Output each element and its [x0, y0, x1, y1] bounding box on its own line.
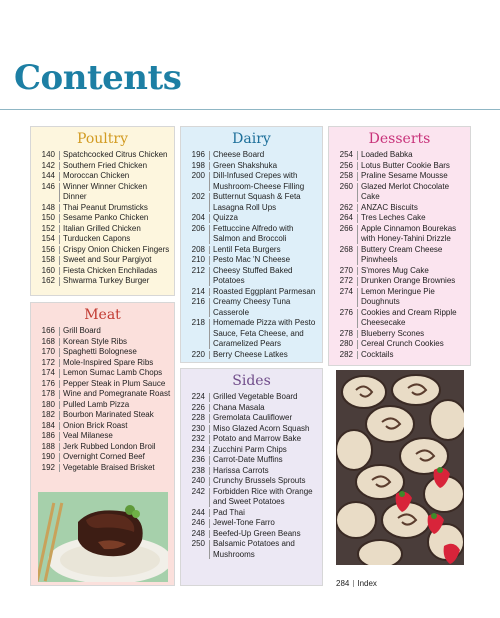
toc-page-number: 220 [191, 349, 205, 359]
toc-recipe-name: Forbidden Rice with Orange and Sweet Potatoes [213, 486, 313, 506]
brisket-photo [38, 492, 168, 582]
toc-recipe-name: Fiesta Chicken Enchiladas [63, 265, 158, 275]
section-heading-meat: Meat [84, 307, 121, 323]
toc-page-number: 156 [41, 244, 55, 254]
index-page-number: 284 [336, 579, 350, 588]
toc-page-number: 244 [191, 507, 205, 517]
toc-list-sides [181, 392, 322, 560]
toc-entry [329, 266, 470, 277]
toc-page-number: 236 [191, 455, 205, 464]
toc-entry [31, 234, 174, 245]
toc-entry [31, 431, 174, 442]
toc-recipe-name: Moroccan Chicken [63, 171, 130, 180]
toc-entry [181, 318, 322, 350]
toc-entry [329, 308, 470, 329]
toc-recipe-name: Praline Sesame Mousse [361, 171, 448, 180]
separator [59, 390, 60, 399]
separator [59, 327, 60, 336]
toc-entry [181, 508, 322, 519]
toc-page-number: 230 [191, 423, 205, 433]
toc-recipe-name: Roasted Eggplant Parmesan [213, 286, 316, 296]
toc-page-number: 166 [41, 326, 55, 335]
toc-entry [181, 434, 322, 445]
separator [209, 267, 210, 286]
index-label: Index [357, 579, 377, 588]
toc-entry [181, 466, 322, 477]
separator [357, 246, 358, 265]
toc-page-number: 178 [41, 389, 55, 398]
toc-page-number: 140 [41, 150, 55, 159]
toc-entry [181, 424, 322, 435]
dairy-section [180, 126, 323, 363]
separator [59, 422, 60, 431]
toc-recipe-name: Turducken Capons [63, 234, 131, 243]
toc-recipe-name: Pad Thai [213, 507, 245, 517]
toc-page-number: 258 [339, 171, 353, 180]
toc-recipe-name: Sweet and Sour Pargiyot [63, 255, 152, 264]
toc-entry [31, 245, 174, 256]
toc-recipe-name: Vegetable Braised Brisket [63, 462, 155, 472]
toc-page-number: 218 [191, 318, 205, 327]
toc-recipe-name: Mole-Inspired Spare Ribs [63, 357, 154, 367]
toc-recipe-name: Drunken Orange Brownies [361, 276, 456, 285]
toc-page-number: 264 [339, 213, 353, 222]
separator [357, 351, 358, 360]
toc-entry [181, 287, 322, 298]
toc-entry [31, 224, 174, 235]
toc-recipe-name: Carrot-Date Muffins [213, 455, 283, 464]
separator [59, 277, 60, 286]
toc-page-number: 196 [191, 150, 205, 159]
separator [209, 488, 210, 507]
separator [209, 456, 210, 465]
separator [357, 162, 358, 171]
separator [59, 432, 60, 441]
toc-recipe-name: Lentil Feta Burgers [213, 244, 281, 254]
separator [357, 340, 358, 349]
toc-page-number: 250 [191, 539, 205, 548]
separator [353, 580, 354, 587]
separator [59, 183, 60, 202]
toc-entry [181, 476, 322, 487]
toc-page-number: 242 [191, 486, 205, 496]
toc-recipe-name: Balsamic Potatoes and Mushrooms [213, 539, 295, 559]
separator [209, 246, 210, 255]
toc-entry [329, 339, 470, 350]
toc-entry [31, 266, 174, 277]
toc-page-number: 262 [339, 202, 353, 212]
toc-recipe-name: Jewel-Tone Farro [213, 518, 275, 527]
separator [59, 464, 60, 473]
toc-entry [329, 171, 470, 182]
toc-recipe-name: Spaghetti Bolognese [63, 347, 137, 356]
separator [357, 151, 358, 160]
separator [357, 309, 358, 328]
toc-entry [31, 463, 174, 474]
toc-page-number: 184 [41, 420, 55, 430]
toc-entry [31, 347, 174, 358]
toc-recipe-name: Wine and Pomegranate Roast [63, 389, 171, 398]
separator [59, 151, 60, 160]
poultry-section [30, 126, 175, 296]
toc-recipe-name: Chana Masala [213, 402, 265, 412]
separator [209, 519, 210, 528]
toc-page-number: 208 [191, 244, 205, 254]
toc-entry [31, 368, 174, 379]
toc-entry [31, 255, 174, 266]
toc-page-number: 226 [191, 402, 205, 412]
toc-entry [181, 529, 322, 540]
toc-entry [181, 539, 322, 560]
separator [209, 319, 210, 349]
toc-entry [181, 213, 322, 224]
toc-page-number: 270 [339, 265, 353, 275]
toc-recipe-name: Loaded Babka [361, 150, 413, 159]
separator [209, 446, 210, 455]
toc-page-number: 190 [41, 452, 55, 461]
toc-entry [31, 203, 174, 214]
toc-entry [329, 287, 470, 308]
toc-recipe-name: Gremolata Cauliflower [213, 413, 293, 422]
separator [209, 214, 210, 223]
toc-recipe-name: Cookies and Cream Ripple Cheesecake [361, 307, 457, 327]
separator [209, 193, 210, 212]
separator [59, 204, 60, 213]
toc-entry [181, 255, 322, 266]
toc-page-number: 280 [339, 339, 353, 348]
section-heading-dairy: Dairy [232, 131, 271, 147]
toc-page-number: 206 [191, 223, 205, 233]
toc-page-number: 192 [41, 462, 55, 472]
toc-recipe-name: Butternut Squash & Feta Lasagna Roll Ups [213, 192, 301, 212]
toc-entry [329, 224, 470, 245]
separator [209, 477, 210, 486]
toc-entry [181, 518, 322, 529]
toc-page-number: 238 [191, 465, 205, 475]
toc-entry [181, 445, 322, 456]
separator [357, 214, 358, 223]
sides-section [180, 368, 323, 586]
separator [209, 530, 210, 539]
separator [59, 256, 60, 265]
toc-recipe-name: Cheesy Stuffed Baked Potatoes [213, 265, 293, 285]
toc-entry [181, 487, 322, 508]
toc-recipe-name: Cocktails [361, 349, 394, 359]
toc-page-number: 168 [41, 336, 55, 346]
separator [59, 401, 60, 410]
separator [59, 380, 60, 389]
toc-recipe-name: Buttery Cream Cheese Pinwheels [361, 244, 443, 264]
toc-recipe-name: Fettuccine Alfredo with Salmon and Broccoli [213, 223, 294, 243]
toc-recipe-name: Sesame Panko Chicken [63, 213, 149, 222]
toc-page-number: 144 [41, 171, 55, 180]
toc-recipe-name: Thai Peanut Drumsticks [63, 202, 148, 212]
toc-entry [181, 171, 322, 192]
toc-entry [31, 276, 174, 287]
toc-entry [181, 266, 322, 287]
toc-page-number: 160 [41, 265, 55, 275]
toc-page-number: 232 [191, 434, 205, 443]
toc-recipe-name: Lotus Butter Cookie Bars [361, 160, 450, 170]
toc-page-number: 234 [191, 444, 205, 454]
separator [59, 453, 60, 462]
toc-recipe-name: Pepper Steak in Plum Sauce [63, 378, 166, 388]
index-entry [336, 579, 377, 588]
toc-page-number: 158 [41, 255, 55, 264]
toc-page-number: 172 [41, 357, 55, 367]
separator [357, 225, 358, 244]
toc-entry [181, 245, 322, 256]
toc-page-number: 260 [339, 181, 353, 191]
toc-entry [31, 171, 174, 182]
toc-page-number: 212 [191, 265, 205, 275]
toc-entry [181, 192, 322, 213]
toc-page-number: 188 [41, 441, 55, 451]
toc-recipe-name: Onion Brick Roast [63, 420, 128, 430]
toc-page-number: 246 [191, 518, 205, 527]
toc-page-number: 274 [339, 286, 353, 296]
toc-entry [31, 400, 174, 411]
separator [59, 359, 60, 368]
toc-page-number: 210 [191, 255, 205, 264]
separator [209, 162, 210, 171]
toc-entry [31, 358, 174, 369]
toc-list-dairy [181, 150, 322, 360]
toc-entry [329, 182, 470, 203]
separator [59, 225, 60, 234]
toc-recipe-name: Berry Cheese Latkes [213, 349, 288, 359]
toc-entry [329, 203, 470, 214]
toc-entry [181, 455, 322, 466]
toc-entry [31, 337, 174, 348]
toc-page-number: 240 [191, 476, 205, 485]
toc-entry [181, 150, 322, 161]
separator [357, 267, 358, 276]
toc-recipe-name: S'mores Mug Cake [361, 265, 429, 275]
separator [59, 443, 60, 452]
toc-page-number: 198 [191, 160, 205, 170]
toc-page-number: 170 [41, 347, 55, 356]
toc-entry [181, 297, 322, 318]
separator [357, 330, 358, 339]
toc-recipe-name: Potato and Marrow Bake [213, 434, 302, 443]
toc-recipe-name: Dill-Infused Crepes with Mushroom-Cheese Filling [213, 171, 305, 191]
toc-page-number: 176 [41, 378, 55, 388]
separator [209, 351, 210, 360]
section-heading-sides: Sides [232, 373, 271, 389]
section-heading-desserts: Desserts [368, 131, 431, 147]
toc-page-number: 162 [41, 276, 55, 285]
toc-entry [329, 150, 470, 161]
toc-recipe-name: Southern Fried Chicken [63, 160, 148, 170]
separator [209, 393, 210, 402]
toc-entry [31, 150, 174, 161]
separator [59, 348, 60, 357]
toc-recipe-name: Quizza [213, 213, 238, 222]
toc-entry [31, 182, 174, 203]
toc-entry [181, 392, 322, 403]
toc-list-poultry [31, 150, 174, 287]
toc-recipe-name: Creamy Cheesy Tuna Casserole [213, 297, 291, 317]
separator [209, 256, 210, 265]
toc-recipe-name: Cereal Crunch Cookies [361, 339, 444, 348]
toc-page-number: 174 [41, 368, 55, 377]
toc-entry [329, 276, 470, 287]
toc-entry [31, 410, 174, 421]
toc-entry [329, 329, 470, 340]
toc-page-number: 142 [41, 160, 55, 170]
toc-page-number: 268 [339, 244, 353, 254]
toc-entry [31, 161, 174, 172]
toc-entry [329, 161, 470, 172]
separator [209, 540, 210, 559]
toc-list-meat [31, 326, 174, 473]
toc-page-number: 200 [191, 171, 205, 180]
separator [59, 369, 60, 378]
separator [209, 151, 210, 160]
toc-entry [181, 403, 322, 414]
toc-recipe-name: Green Shakshuka [213, 160, 278, 170]
separator [209, 425, 210, 434]
separator [209, 467, 210, 476]
toc-recipe-name: Apple Cinnamon Bourekas with Honey-Tahini Drizzle [361, 223, 457, 243]
toc-recipe-name: Lemon Meringue Pie Doughnuts [361, 286, 435, 306]
toc-page-number: 254 [339, 150, 353, 159]
toc-recipe-name: Grilled Vegetable Board [213, 392, 298, 401]
toc-entry [31, 213, 174, 224]
title-divider [0, 109, 500, 110]
toc-recipe-name: Crunchy Brussels Sprouts [213, 476, 306, 485]
toc-page-number: 204 [191, 213, 205, 222]
toc-entry [31, 421, 174, 432]
toc-recipe-name: Zucchini Parm Chips [213, 444, 287, 454]
toc-recipe-name: Winner Winner Chicken Dinner [63, 181, 148, 201]
toc-entry [181, 350, 322, 361]
toc-recipe-name: Blueberry Scones [361, 328, 425, 338]
toc-recipe-name: Tres Leches Cake [361, 213, 426, 222]
separator [59, 172, 60, 181]
toc-recipe-name: Pesto Mac 'N Cheese [213, 255, 291, 264]
toc-page-number: 152 [41, 223, 55, 233]
toc-page-number: 282 [339, 349, 353, 359]
toc-recipe-name: Bourbon Marinated Steak [63, 410, 154, 419]
separator [209, 225, 210, 244]
toc-entry [181, 161, 322, 172]
toc-entry [181, 413, 322, 424]
separator [357, 277, 358, 286]
toc-entry [181, 224, 322, 245]
toc-page-number: 148 [41, 202, 55, 212]
separator [209, 172, 210, 191]
toc-entry [31, 442, 174, 453]
pinwheel-photo [336, 370, 464, 565]
separator [209, 435, 210, 444]
toc-recipe-name: Jerk Rubbed London Broil [63, 441, 156, 451]
toc-page-number: 180 [41, 399, 55, 409]
toc-page-number: 228 [191, 413, 205, 422]
separator [357, 183, 358, 202]
toc-recipe-name: Korean Style Ribs [63, 336, 128, 346]
toc-entry [329, 245, 470, 266]
toc-page-number: 146 [41, 181, 55, 191]
separator [357, 288, 358, 307]
toc-page-number: 182 [41, 410, 55, 419]
toc-recipe-name: Pulled Lamb Pizza [63, 399, 130, 409]
toc-page-number: 150 [41, 213, 55, 222]
toc-recipe-name: Harissa Carrots [213, 465, 269, 475]
toc-recipe-name: ANZAC Biscuits [361, 202, 418, 212]
separator [209, 298, 210, 317]
toc-list-desserts [329, 150, 470, 360]
toc-recipe-name: Crispy Onion Chicken Fingers [63, 244, 170, 254]
toc-entry [31, 452, 174, 463]
toc-recipe-name: Homemade Pizza with Pesto Sauce, Feta Cheese, and Caramelized Pears [213, 318, 316, 348]
separator [209, 288, 210, 297]
toc-recipe-name: Glazed Merlot Chocolate Cake [361, 181, 450, 201]
toc-page-number: 278 [339, 328, 353, 338]
toc-recipe-name: Beefed-Up Green Beans [213, 528, 301, 538]
toc-page-number: 224 [191, 392, 205, 401]
toc-recipe-name: Overnight Corned Beef [63, 452, 145, 461]
toc-page-number: 186 [41, 431, 55, 440]
toc-page-number: 248 [191, 528, 205, 538]
toc-page-number: 214 [191, 286, 205, 296]
toc-entry [329, 350, 470, 361]
separator [59, 214, 60, 223]
separator [59, 162, 60, 171]
toc-entry [31, 389, 174, 400]
section-heading-poultry: Poultry [76, 131, 128, 147]
separator [59, 267, 60, 276]
separator [209, 509, 210, 518]
separator [209, 404, 210, 413]
toc-page-number: 154 [41, 234, 55, 243]
toc-recipe-name: Italian Grilled Chicken [63, 223, 141, 233]
toc-page-number: 202 [191, 192, 205, 201]
toc-recipe-name: Shwarma Turkey Burger [63, 276, 150, 285]
toc-page-number: 216 [191, 297, 205, 306]
page-title: Contents [14, 58, 182, 98]
separator [357, 204, 358, 213]
toc-page-number: 266 [339, 223, 353, 233]
toc-recipe-name: Spatchcocked Citrus Chicken [63, 150, 168, 159]
toc-page-number: 272 [339, 276, 353, 285]
toc-entry [31, 326, 174, 337]
toc-page-number: 256 [339, 160, 353, 170]
toc-recipe-name: Miso Glazed Acorn Squash [213, 423, 310, 433]
separator [357, 172, 358, 181]
toc-entry [31, 379, 174, 390]
toc-recipe-name: Veal Milanese [63, 431, 113, 440]
separator [59, 411, 60, 420]
toc-recipe-name: Cheese Board [213, 150, 265, 159]
desserts-section [328, 126, 471, 366]
toc-recipe-name: Grill Board [63, 326, 101, 335]
separator [59, 246, 60, 255]
toc-recipe-name: Lemon Sumac Lamb Chops [63, 368, 163, 377]
separator [59, 235, 60, 244]
separator [59, 338, 60, 347]
toc-entry [329, 213, 470, 224]
separator [209, 414, 210, 423]
toc-page-number: 276 [339, 307, 353, 317]
